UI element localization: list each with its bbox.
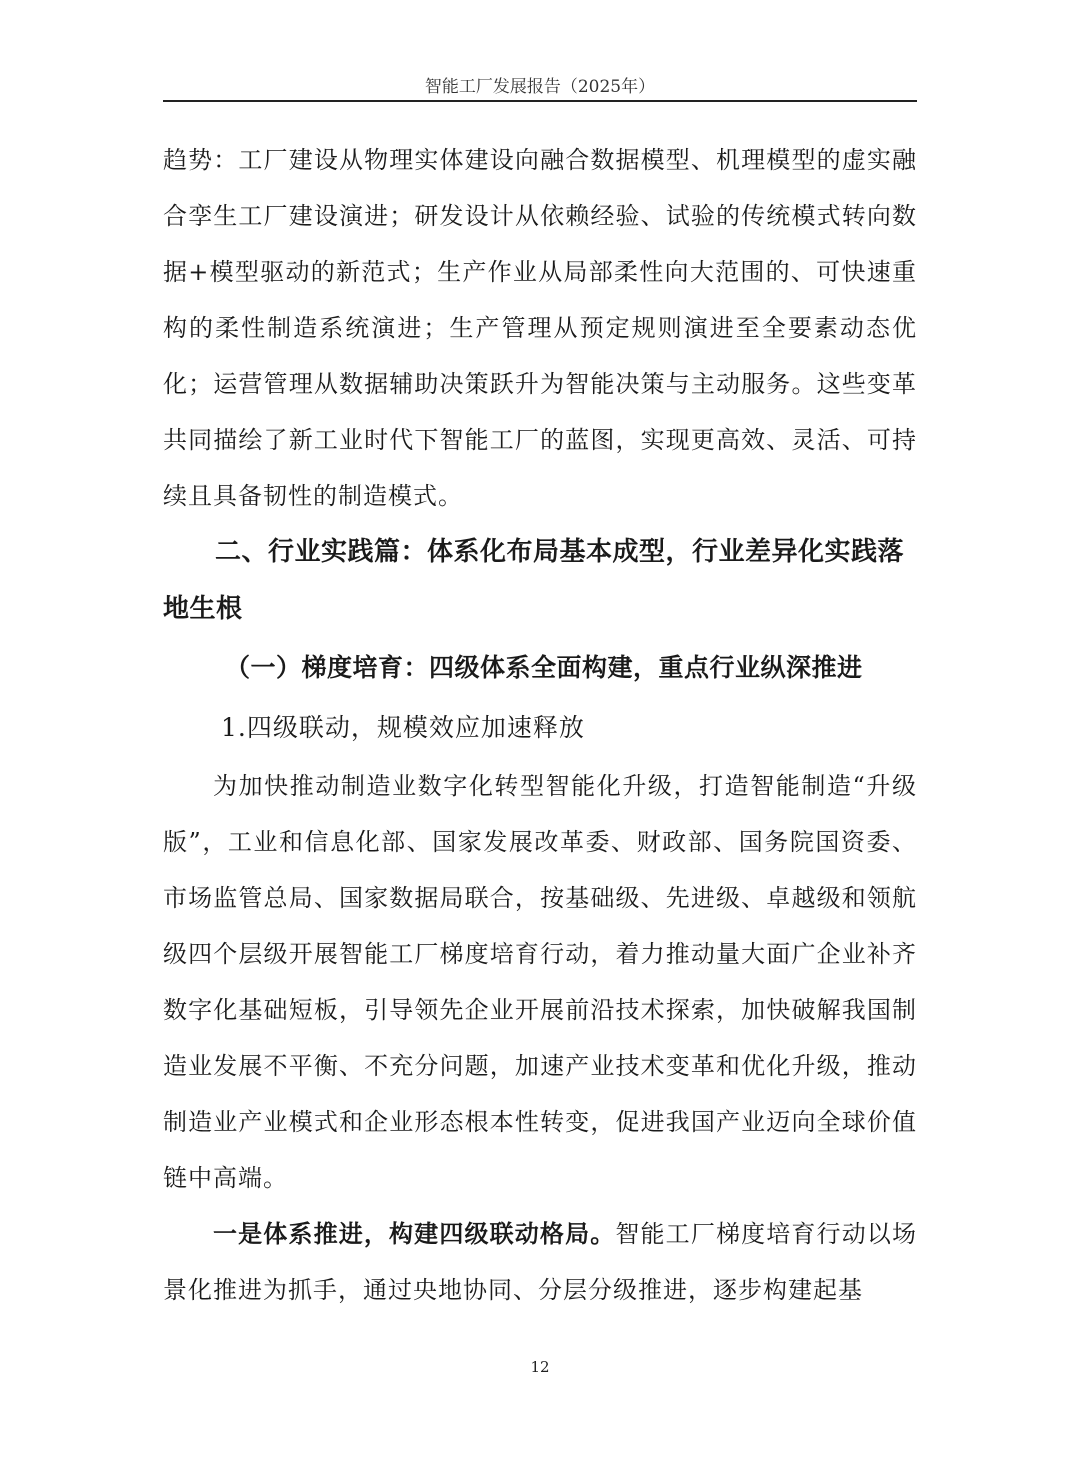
subsection-heading: （一）梯度培育：四级体系全面构建，重点行业纵深推进 — [225, 653, 863, 682]
paragraph-main: 为加快推动制造业数字化转型智能化升级，打造智能制造“升级版”，工业和信息化部、国家发展改革委、财政部、国务院国资委、市场监管总局、国家数据局联合，按基础级、先进级、卓越级和领航级四个层级开展智能工厂梯度培育行动，着力推动量大面广企业补齐数字化基础短板，引导领先企业开展前沿技术探索，加快破解我国制造业发展不平衡、不充分问题，加速产业技术变革和优化升级，推动制造业产业模式和企业形态根本性转变，促进我国产业迈向全球价值链中高端。 — [163, 772, 917, 1192]
paragraph-last — [163, 1206, 917, 1318]
item-heading: 1.四级联动，规模效应加速释放 — [221, 713, 585, 742]
section-heading: 二、行业实践篇：体系化布局基本成型，行业差异化实践落地生根 — [163, 537, 905, 624]
page-number: 12 — [530, 1358, 550, 1376]
running-header: 智能工厂发展报告（2025年） — [424, 77, 656, 97]
paragraph-last-text: 智能工厂梯度培育行动以场景化推进为抓手，通过央地协同、分层分级推进，逐步构建起基 — [163, 1220, 918, 1304]
paragraph-continuation: 趋势：工厂建设从物理实体建设向融合数据模型、机理模型的虚实融合孪生工厂建设演进；研发设计从依赖经验、试验的传统模式转向数据+模型驱动的新范式；生产作业从局部柔性向大范围的、可快速重构的柔性制造系统演进；生产管理从预定规则演进至全要素动态优化；运营管理从数据辅助决策跃升为智能决策与主动服务。这些变革共同描绘了新工业时代下智能工厂的蓝图，实现更高效、灵活、可持续且具备韧性的制造模式。 — [163, 146, 917, 510]
body-text — [163, 132, 917, 1318]
paragraph-lead-bold: 一是体系推进，构建四级联动格局。 — [213, 1220, 616, 1248]
header-rule — [163, 100, 917, 102]
